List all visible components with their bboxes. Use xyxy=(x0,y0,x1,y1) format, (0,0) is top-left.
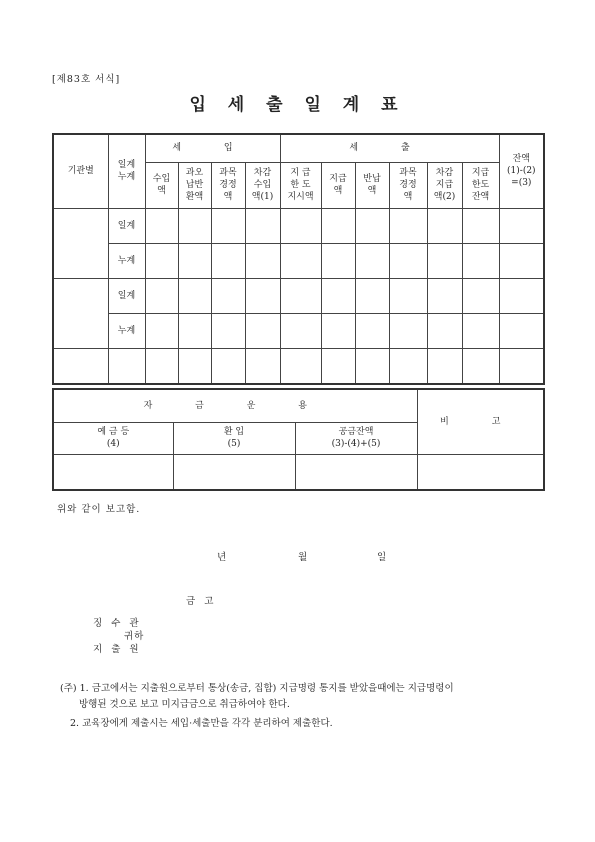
header-payment-limit-order: 지 급 한 도 지시액 xyxy=(280,162,321,208)
header-limit-balance: 지급 한도 잔액 xyxy=(462,162,499,208)
report-statement: 위와 같이 보고함. xyxy=(57,504,141,515)
document-title: 입 세 출 일 계 표 xyxy=(189,95,406,115)
table-row xyxy=(53,454,544,490)
revenue-expenditure-table xyxy=(52,133,545,385)
header-returned-amount: 반납 액 xyxy=(355,162,389,208)
header-public-fund-balance: 공금잔액 (3)-(4)+(5) xyxy=(295,422,417,454)
row-label: 누계 xyxy=(108,243,145,278)
header-expenditure-correction: 과목 경정 액 xyxy=(389,162,427,208)
table-row xyxy=(53,243,544,278)
agency-cell xyxy=(53,208,108,278)
fund-management-table xyxy=(52,388,545,491)
header-balance: 잔액 (1)-(2) =(3) xyxy=(499,134,544,208)
header-daily-cumulative: 일계 누계 xyxy=(108,134,145,208)
collector-label: 징 수 관 xyxy=(93,618,142,629)
row-label: 일계 xyxy=(108,278,145,313)
table-row xyxy=(53,278,544,313)
header-net-payment: 차감 지급 액(2) xyxy=(427,162,462,208)
note-1-continued: 방행된 것으로 보고 미지급금으로 취급하여야 한다. xyxy=(79,699,290,710)
row-label: 일계 xyxy=(108,208,145,243)
table-row xyxy=(53,313,544,348)
row-label: 누계 xyxy=(108,313,145,348)
note-1: (주) 1. 금고에서는 지출원으로부터 통상(송금, 집합) 지급명령 통지를 받았을때에는 지급명령이 xyxy=(60,683,454,694)
header-payment-amount: 지급 액 xyxy=(321,162,355,208)
header-revenue-received: 수입 액 xyxy=(145,162,178,208)
header-agency: 기관별 xyxy=(53,134,108,208)
header-net-revenue: 차감 수입 액(1) xyxy=(245,162,280,208)
header-deposits: 예 금 등 (4) xyxy=(53,422,173,454)
table-row xyxy=(53,208,544,243)
form-code: [제83호 서식] xyxy=(52,74,121,85)
agency-cell xyxy=(53,278,108,348)
header-reimbursement: 환 입 (5) xyxy=(173,422,295,454)
date-year-label: 년 xyxy=(217,552,227,563)
notes xyxy=(60,681,560,732)
table-row xyxy=(53,348,544,384)
bank-label: 금 고 xyxy=(186,596,217,607)
date-month-label: 월 xyxy=(298,552,308,563)
header-fund-management: 자 금 운 용 xyxy=(53,389,417,422)
date-day-label: 일 xyxy=(377,552,387,563)
note-2: 2. 교육장에게 제출시는 세입·세출만을 각각 분리하여 제출한다. xyxy=(70,718,333,729)
disburser-label: 지 출 원 xyxy=(93,644,142,655)
header-remarks: 비 고 xyxy=(417,389,544,454)
header-revenue: 세 입 xyxy=(145,134,280,162)
header-revenue-correction: 과목 경정 액 xyxy=(211,162,245,208)
addressee-label: 귀하 xyxy=(124,631,145,642)
header-overpayment-refund: 과오 납반 환액 xyxy=(178,162,211,208)
header-expenditure: 세 출 xyxy=(280,134,499,162)
